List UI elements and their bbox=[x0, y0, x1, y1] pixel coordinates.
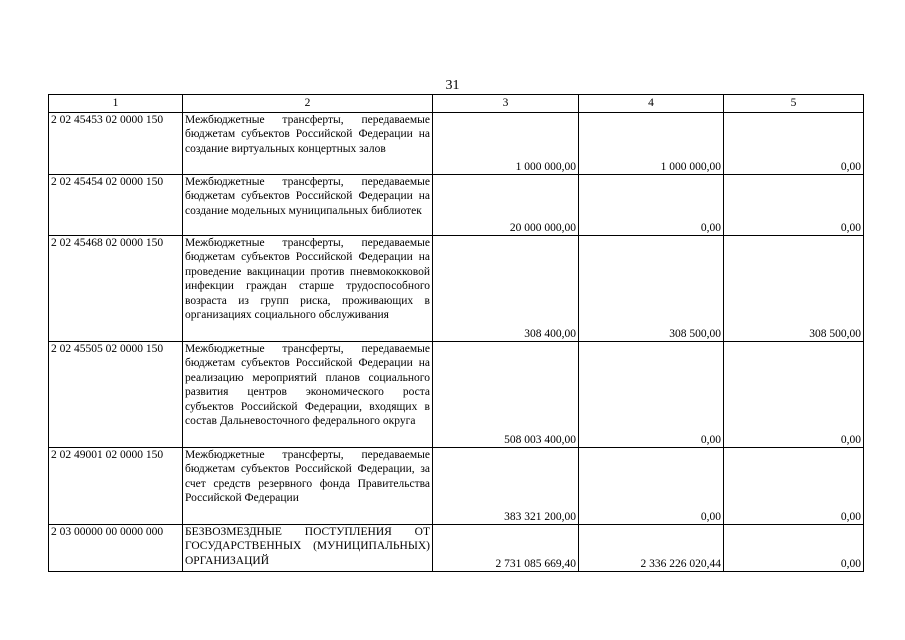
budget-code-cell: 2 03 00000 00 0000 000 bbox=[49, 525, 183, 572]
budget-code-cell: 2 02 45453 02 0000 150 bbox=[49, 113, 183, 175]
table-row bbox=[49, 342, 864, 448]
column-header-3: 3 bbox=[433, 95, 579, 113]
table-row bbox=[49, 236, 864, 342]
budget-revenue-table bbox=[48, 94, 864, 572]
revenue-name-cell: Межбюджетные трансферты, передаваемые бюджетам субъектов Российской Федерации на реализацию мероприятий планов социального развития центров экономического роста субъектов Российской Федерации, входящих в состав Дальневосточного федерального округа bbox=[183, 342, 433, 448]
revenue-name-cell: БЕЗВОЗМЕЗДНЫЕ ПОСТУПЛЕНИЯ ОТ ГОСУДАРСТВЕННЫХ (МУНИЦИПАЛЬНЫХ) ОРГАНИЗАЦИЙ bbox=[183, 525, 433, 572]
amount-cell-col3: 20 000 000,00 bbox=[433, 175, 579, 236]
revenue-name-cell: Межбюджетные трансферты, передаваемые бюджетам субъектов Российской Федерации на создание модельных муниципальных библиотек bbox=[183, 175, 433, 236]
column-header-1: 1 bbox=[49, 95, 183, 113]
revenue-name-cell: Межбюджетные трансферты, передаваемые бюджетам субъектов Российской Федерации на создание виртуальных концертных залов bbox=[183, 113, 433, 175]
column-header-2: 2 bbox=[183, 95, 433, 113]
budget-code-cell: 2 02 45454 02 0000 150 bbox=[49, 175, 183, 236]
amount-cell-col3: 508 003 400,00 bbox=[433, 342, 579, 448]
budget-code-cell: 2 02 49001 02 0000 150 bbox=[49, 448, 183, 525]
amount-cell-col5: 0,00 bbox=[724, 525, 864, 572]
amount-cell-col4: 308 500,00 bbox=[579, 236, 724, 342]
amount-cell-col4: 1 000 000,00 bbox=[579, 113, 724, 175]
column-number-row bbox=[49, 95, 864, 113]
revenue-name-cell: Межбюджетные трансферты, передаваемые бюджетам субъектов Российской Федерации на проведение вакцинации против пневмококковой инфекции граждан старше трудоспособного возраста из групп риска, проживающих в организациях социального обслуживания bbox=[183, 236, 433, 342]
amount-cell-col4: 0,00 bbox=[579, 175, 724, 236]
amount-cell-col4: 0,00 bbox=[579, 342, 724, 448]
amount-cell-col5: 0,00 bbox=[724, 175, 864, 236]
amount-cell-col3: 308 400,00 bbox=[433, 236, 579, 342]
column-header-5: 5 bbox=[724, 95, 864, 113]
page-number: 31 bbox=[445, 78, 460, 93]
amount-cell-col5: 0,00 bbox=[724, 113, 864, 175]
budget-code-cell: 2 02 45468 02 0000 150 bbox=[49, 236, 183, 342]
table-row bbox=[49, 448, 864, 525]
amount-cell-col5: 0,00 bbox=[724, 342, 864, 448]
revenue-name-cell: Межбюджетные трансферты, передаваемые бюджетам субъектов Российской Федерации, за счет средств резервного фонда Правительства Российской Федерации bbox=[183, 448, 433, 525]
amount-cell-col3: 383 321 200,00 bbox=[433, 448, 579, 525]
column-header-4: 4 bbox=[579, 95, 724, 113]
budget-code-cell: 2 02 45505 02 0000 150 bbox=[49, 342, 183, 448]
amount-cell-col4: 0,00 bbox=[579, 448, 724, 525]
amount-cell-col5: 0,00 bbox=[724, 448, 864, 525]
table-row bbox=[49, 525, 864, 572]
amount-cell-col4: 2 336 226 020,44 bbox=[579, 525, 724, 572]
table-row bbox=[49, 113, 864, 175]
amount-cell-col3: 1 000 000,00 bbox=[433, 113, 579, 175]
amount-cell-col5: 308 500,00 bbox=[724, 236, 864, 342]
amount-cell-col3: 2 731 085 669,40 bbox=[433, 525, 579, 572]
table-row bbox=[49, 175, 864, 236]
